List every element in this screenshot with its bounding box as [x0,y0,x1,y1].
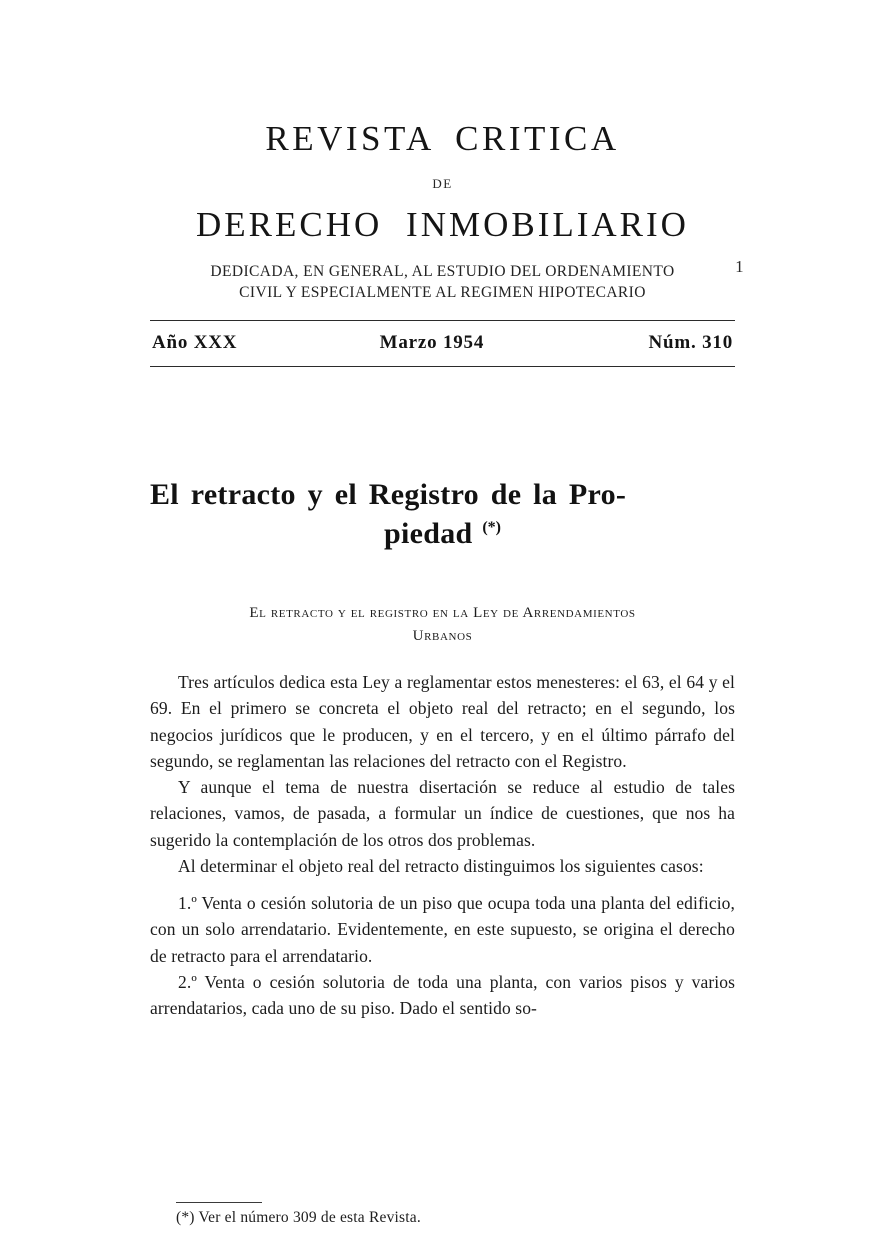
masthead [150,0,744,304]
paragraph: Y aunque el tema de nuestra disertación se reduce al estudio de tales relaciones, vamos, de pasada, a formular un índice de cuestiones, que nos ha sugerido la contemplación de los otros dos problemas. [150,777,735,850]
journal-title-line1: REVISTA CRITICA [265,119,620,158]
paragraph: 2.º Venta o cesión solutoria de toda una planta, con varios pisos y varios arrendatarios, cada uno de su piso. Dado el sentido so- [150,971,735,1019]
masthead-divider-bottom [150,366,735,367]
issue-year: Año XXX [152,331,238,353]
issue-date: Marzo 1954 [379,331,485,353]
journal-subtitle-line2: CIVIL Y ESPECIALMENTE AL REGIMEN HIPOTECARIO [239,283,646,301]
article-title-footnote-mark: (*) [482,519,501,537]
footnote-divider [176,1202,262,1203]
article-title-line2-wrap [150,514,735,554]
issue-bar [150,321,735,366]
footnote-text: (*) Ver el número 309 de esta Revista. [176,1209,421,1226]
journal-subtitle [150,257,744,304]
paragraph: 1.º Venta o cesión solutoria de un piso que ocupa toda una planta del edificio, con un solo arrendatario. Evidentemente, en este supuesto, se origina el derecho de retracto para el arrendatario. [150,893,735,966]
article-title [150,475,735,554]
journal-title-connector: DE [432,175,453,191]
article-title-line1: El retracto y el Registro de la Pro- [150,477,627,511]
article-title-line2: piedad [384,517,473,551]
paragraph: Al determinar el objeto real del retracto distinguimos los siguientes casos: [178,855,704,876]
paragraph: Tres artículos dedica esta Ley a reglamentar estos menesteres: el 63, el 64 y el 69. En el primero se concreta el objeto real del retracto; en el segundo, los negocios jurídicos que le producen, y en el tercero, y en el último párrafo del segundo, se reglamentan las relaciones del retracto con el Registro. [150,672,735,771]
page-number-mark: 1 [735,257,744,276]
journal-title-line2: DERECHO INMOBILIARIO [196,204,689,244]
section-heading-line2: Urbanos [412,627,473,644]
footnote-area [150,1202,735,1227]
paragraph-spacer [150,879,735,890]
journal-subtitle-line1: DEDICADA, EN GENERAL, AL ESTUDIO DEL ORDENAMIENTO [210,263,675,280]
issue-number: Núm. 310 [648,331,733,353]
section-heading-line1: El retracto y el registro en la Ley de Arrendamientos [249,605,636,622]
section-heading [150,602,735,647]
article-body [150,669,735,1021]
